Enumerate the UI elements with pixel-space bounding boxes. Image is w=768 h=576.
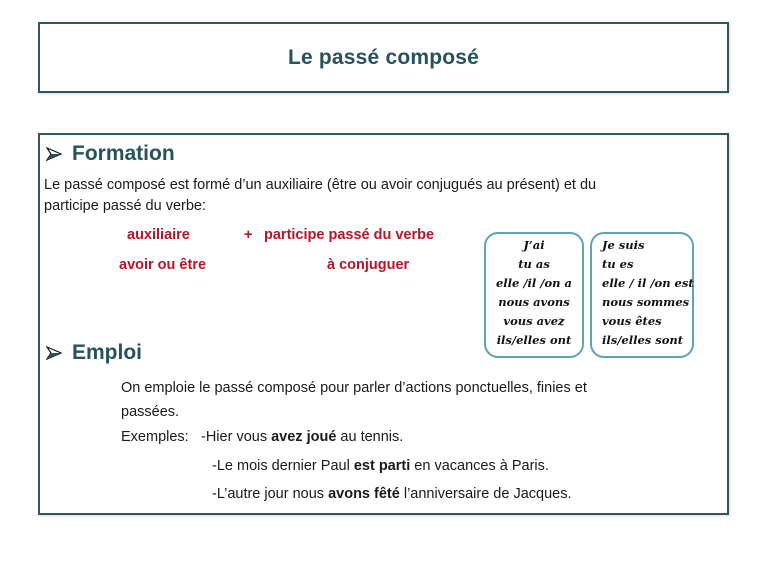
formula-a-conjuguer: à conjuguer [327,257,410,273]
formation-heading [46,142,175,166]
emploi-description-line2: passées. [121,404,180,420]
arrow-bullet-icon [46,146,62,162]
example-sentence [212,456,549,476]
etre-conj-line: Je suis [602,238,645,252]
emploi-heading [46,341,142,365]
emploi-heading-text: Emploi [72,341,143,364]
title-box [38,22,729,93]
formation-description-line1: Le passé composé est formé d’un auxiliaire (être ou avoir conjugués au présent) et du [44,177,597,193]
example-text: -L’autre jour nous [212,486,329,502]
examples-label: Exemples: [121,429,189,445]
formula-plus: + [244,227,253,243]
avoir-conj-line: vous avez [503,314,565,328]
avoir-conj-line: J’ai [523,238,545,252]
etre-conj-line: ils/elles sont [602,333,684,347]
page-title: Le passé composé [287,45,480,69]
avoir-conj-line: tu as [518,257,550,271]
example-sentence [201,427,403,447]
etre-conj-line: elle / il /on est [602,276,694,290]
etre-conj-line: vous êtes [602,314,662,328]
example-verb: est parti [353,458,411,474]
example-text: -Hier vous [201,429,272,445]
example-text: au tennis. [336,429,404,445]
etre-conj-line: tu es [602,257,634,271]
example-verb: avez joué [271,429,337,445]
formula-avoir-etre: avoir ou être [119,257,207,273]
formula-participe: participe passé du verbe [264,227,435,243]
example-text: -Le mois dernier Paul [212,458,354,474]
etre-conjugation-box [590,232,694,358]
formation-description-line2: participe passé du verbe: [44,198,207,214]
example-sentence [212,484,572,504]
avoir-conj-line: ils/elles ont [496,333,572,347]
avoir-conj-line: elle /il /on a [495,276,572,290]
emploi-description-line1: On emploie le passé composé pour parler d’actions ponctuelles, finies et [121,380,587,396]
example-verb: avons fêté [328,486,400,502]
avoir-conj-line: nous avons [498,295,570,309]
example-text: l’anniversaire de Jacques. [399,486,572,502]
arrow-bullet-icon [46,345,62,361]
formation-heading-text: Formation [72,142,175,165]
formula-auxiliaire: auxiliaire [127,227,190,243]
example-text: en vacances à Paris. [410,458,549,474]
avoir-conjugation-box [484,232,584,358]
etre-conj-line: nous sommes [602,295,690,309]
